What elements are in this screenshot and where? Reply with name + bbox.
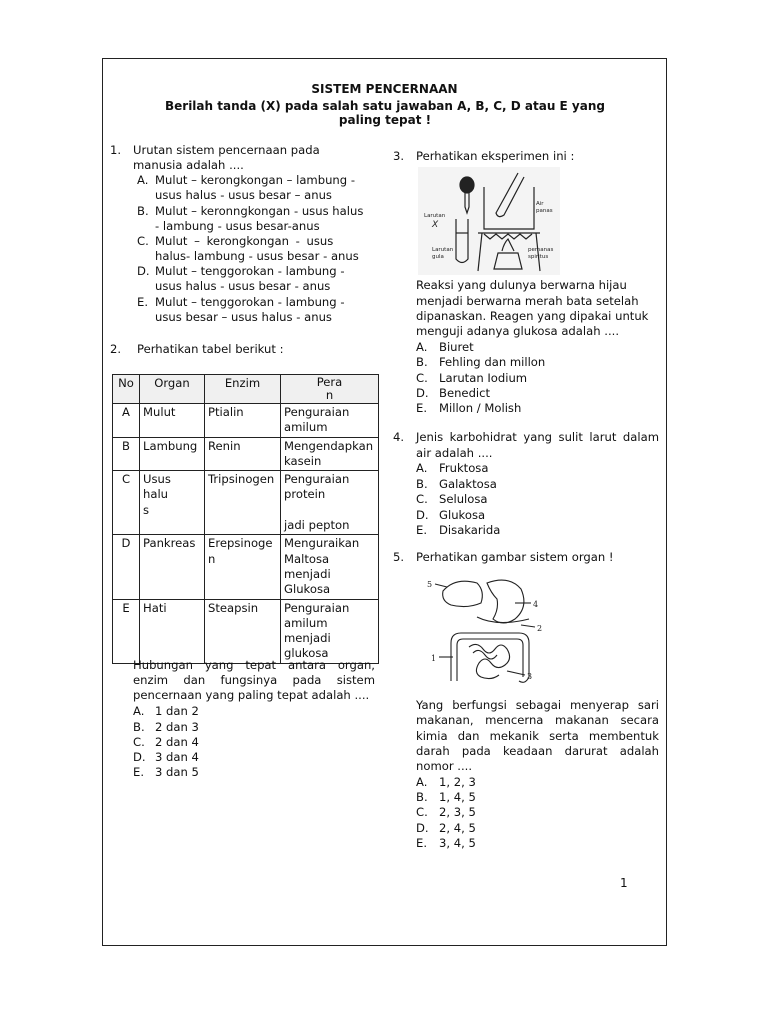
table-cell-organ: Usus halu s	[140, 471, 205, 535]
table-cell-enzim: Renin	[205, 437, 281, 471]
q3-option-a-letter[interactable]: A.	[416, 340, 428, 354]
q4-stem-line-2: air adalah ....	[416, 446, 493, 460]
q5-text-line-3: kimia dan mekanik serta membentuk	[416, 729, 659, 743]
q2-option-e-letter[interactable]: E.	[133, 765, 145, 779]
q1-option-e-line-1: Mulut – tenggorokan - lambung -	[155, 295, 345, 309]
q3-option-c-letter[interactable]: C.	[416, 371, 428, 385]
table-cell-organ: Mulut	[140, 404, 205, 438]
table-cell-enzim: Erepsinoge n	[205, 535, 281, 599]
q3-text-line-1: Reaksi yang dulunya berwarna hijau	[416, 278, 627, 292]
q1-option-a-line-1: Mulut – kerongkongan – lambung -	[155, 173, 356, 187]
table-row	[113, 535, 379, 599]
table-cell-organ: Lambung	[140, 437, 205, 471]
table-cell-peran: Penguraian protein jadi pepton	[281, 471, 379, 535]
table-cell-no: A	[113, 404, 140, 438]
label-pemanas-2: spiritus	[528, 254, 549, 260]
q3-text-line-3: dipanaskan. Reagen yang dipakai untuk	[416, 309, 649, 323]
table-cell-no: E	[113, 599, 140, 663]
table-row	[113, 599, 379, 663]
label-air-panas-2: panas	[536, 208, 553, 214]
q1-option-c-letter[interactable]: C.	[137, 234, 149, 248]
q3-option-a-text: Biuret	[439, 340, 474, 354]
q3-option-b-letter[interactable]: B.	[416, 355, 428, 369]
q5-option-b-text: 1, 4, 5	[439, 790, 476, 804]
table-row	[113, 437, 379, 471]
q1-option-d-line-1: Mulut – tenggorokan - lambung -	[155, 264, 345, 278]
q2-stem: Perhatikan tabel berikut :	[137, 342, 284, 356]
q1-stem-line-2: manusia adalah ....	[133, 158, 244, 172]
q2-option-d-letter[interactable]: D.	[133, 750, 146, 764]
q3-option-c-text: Larutan Iodium	[439, 371, 528, 385]
q4-option-a-letter[interactable]: A.	[416, 461, 428, 475]
stomach-icon	[487, 580, 524, 623]
page-title: SISTEM PENCERNAAN	[311, 82, 458, 96]
table-cell-organ: Pankreas	[140, 535, 205, 599]
q3-number: 3.	[393, 149, 405, 163]
q4-stem-line-1: Jenis karbohidrat yang sulit larut dalam	[416, 430, 659, 444]
large-intestine-icon	[451, 633, 529, 682]
organ-label-1: 1	[431, 654, 437, 663]
table-header-organ: Organ	[140, 375, 205, 404]
table-cell-no: C	[113, 471, 140, 535]
label-x: X	[432, 220, 439, 230]
q4-option-c-letter[interactable]: C.	[416, 492, 428, 506]
q4-option-e-letter[interactable]: E.	[416, 523, 428, 537]
q2-option-d-text: 3 dan 4	[155, 750, 199, 764]
digestive-system-figure	[425, 573, 555, 693]
organ-label-2: 2	[537, 624, 543, 633]
q1-option-a-letter[interactable]: A.	[137, 173, 149, 187]
q2-followup-line-1: Hubungan yang tepat antara organ,	[133, 658, 375, 672]
table-cell-enzim: Steapsin	[205, 599, 281, 663]
q1-option-d-line-2: usus halus - usus besar - anus	[155, 279, 331, 293]
q5-text-line-2: makanan, mencerna makanan secara	[416, 713, 659, 727]
organ-label-4: 4	[533, 600, 539, 609]
table-cell-no: D	[113, 535, 140, 599]
q1-stem-line-1: Urutan sistem pencernaan pada	[133, 143, 320, 157]
table-cell-peran: Penguraian amilum menjadi glukosa	[281, 599, 379, 663]
q1-option-a-line-2: usus halus - usus besar – anus	[155, 188, 332, 202]
q5-number: 5.	[393, 550, 405, 564]
q2-option-b-letter[interactable]: B.	[133, 720, 145, 734]
table-cell-peran: Penguraian amilum	[281, 404, 379, 438]
q1-option-b-letter[interactable]: B.	[137, 204, 149, 218]
organ-label-5: 5	[427, 580, 433, 589]
q5-option-b-letter[interactable]: B.	[416, 790, 428, 804]
q4-option-d-text: Glukosa	[439, 508, 486, 522]
q4-option-d-letter[interactable]: D.	[416, 508, 429, 522]
q4-number: 4.	[393, 430, 405, 444]
liver-icon	[443, 581, 483, 606]
table-header-peran: Pera n	[281, 375, 379, 404]
q1-option-b-line-2: - lambung - usus besar-anus	[155, 219, 320, 233]
q5-option-c-letter[interactable]: C.	[416, 805, 428, 819]
pancreas-icon	[477, 617, 529, 623]
table-header-enzim: Enzim	[205, 375, 281, 404]
enzyme-table	[112, 374, 379, 664]
table-cell-no: B	[113, 437, 140, 471]
table-cell-peran: Menguraikan Maltosa menjadi Glukosa	[281, 535, 379, 599]
q5-text-line-5: nomor ....	[416, 759, 473, 773]
q5-text-line-4: darah pada keadaan darurat adalah	[416, 744, 659, 758]
q4-option-b-text: Galaktosa	[439, 477, 497, 491]
label-larutan-gula-1: Larutan	[432, 247, 454, 253]
q3-text-line-4: menguji adanya glukosa adalah ....	[416, 324, 619, 338]
q5-option-d-letter[interactable]: D.	[416, 821, 429, 835]
q4-option-c-text: Selulosa	[439, 492, 488, 506]
dropper-bulb-icon	[460, 177, 474, 193]
q5-stem: Perhatikan gambar sistem organ !	[416, 550, 614, 564]
q3-option-e-text: Millon / Molish	[439, 401, 522, 415]
q3-option-d-letter[interactable]: D.	[416, 386, 429, 400]
q3-option-d-text: Benedict	[439, 386, 491, 400]
table-cell-enzim: Tripsinogen	[205, 471, 281, 535]
q4-option-e-text: Disakarida	[439, 523, 501, 537]
q2-followup-line-3: pencernaan yang paling tepat adalah ....	[133, 688, 370, 702]
q1-option-b-line-1: Mulut – keronngkongan - usus halus	[155, 204, 364, 218]
q2-option-a-text: 1 dan 2	[155, 704, 199, 718]
q5-option-e-text: 3, 4, 5	[439, 836, 476, 850]
q4-option-b-letter[interactable]: B.	[416, 477, 428, 491]
q5-text-line-1: Yang berfungsi sebagai menyerap sari	[416, 698, 659, 712]
page-number: 1	[620, 876, 628, 890]
q2-option-b-text: 2 dan 3	[155, 720, 199, 734]
table-header-row	[113, 375, 379, 404]
q5-option-c-text: 2, 3, 5	[439, 805, 476, 819]
table-header-no: No	[113, 375, 140, 404]
label-larutan-gula-2: gula	[432, 254, 444, 260]
q2-option-a-letter[interactable]: A.	[133, 704, 145, 718]
table-row	[113, 471, 379, 535]
q1-option-c-line-2: halus- lambung - usus besar - anus	[155, 249, 359, 263]
q1-option-c-line-1: Mulut – kerongkongan - usus	[155, 234, 334, 248]
label-larutan-x: Larutan	[424, 213, 446, 219]
q1-option-d-letter[interactable]: D.	[137, 264, 150, 278]
q2-option-c-text: 2 dan 4	[155, 735, 199, 749]
q2-number: 2.	[110, 342, 122, 356]
q1-option-e-line-2: usus besar – usus halus - anus	[155, 310, 332, 324]
q3-option-b-text: Fehling dan millon	[439, 355, 546, 369]
q1-number: 1.	[110, 143, 122, 157]
q3-option-e-letter[interactable]: E.	[416, 401, 428, 415]
q5-option-e-letter[interactable]: E.	[416, 836, 428, 850]
instruction: Berilah tanda (X) pada salah satu jawaban A, B, C, D atau E yang paling tepat !	[164, 99, 605, 127]
table-cell-enzim: Ptialin	[205, 404, 281, 438]
table-cell-peran: Mengendapkan kasein	[281, 437, 379, 471]
table-cell-organ: Hati	[140, 599, 205, 663]
q3-text-line-2: menjadi berwarna merah bata setelah	[416, 294, 639, 308]
q2-option-c-letter[interactable]: C.	[133, 735, 145, 749]
table-row	[113, 404, 379, 438]
q5-option-d-text: 2, 4, 5	[439, 821, 476, 835]
label-air-panas-1: Air	[536, 201, 544, 207]
q4-option-a-text: Fruktosa	[439, 461, 489, 475]
q5-option-a-letter[interactable]: A.	[416, 775, 428, 789]
q3-stem: Perhatikan eksperimen ini :	[416, 149, 575, 163]
q2-option-e-text: 3 dan 5	[155, 765, 199, 779]
organ-label-3: 3	[527, 672, 533, 681]
q5-option-a-text: 1, 2, 3	[439, 775, 476, 789]
q1-option-e-letter[interactable]: E.	[137, 295, 149, 309]
label-pemanas-1: pemanas	[528, 247, 554, 253]
small-intestine-icon	[469, 644, 510, 678]
q2-followup-line-2: enzim dan fungsinya pada sistem	[133, 673, 375, 687]
experiment-figure	[418, 167, 560, 275]
